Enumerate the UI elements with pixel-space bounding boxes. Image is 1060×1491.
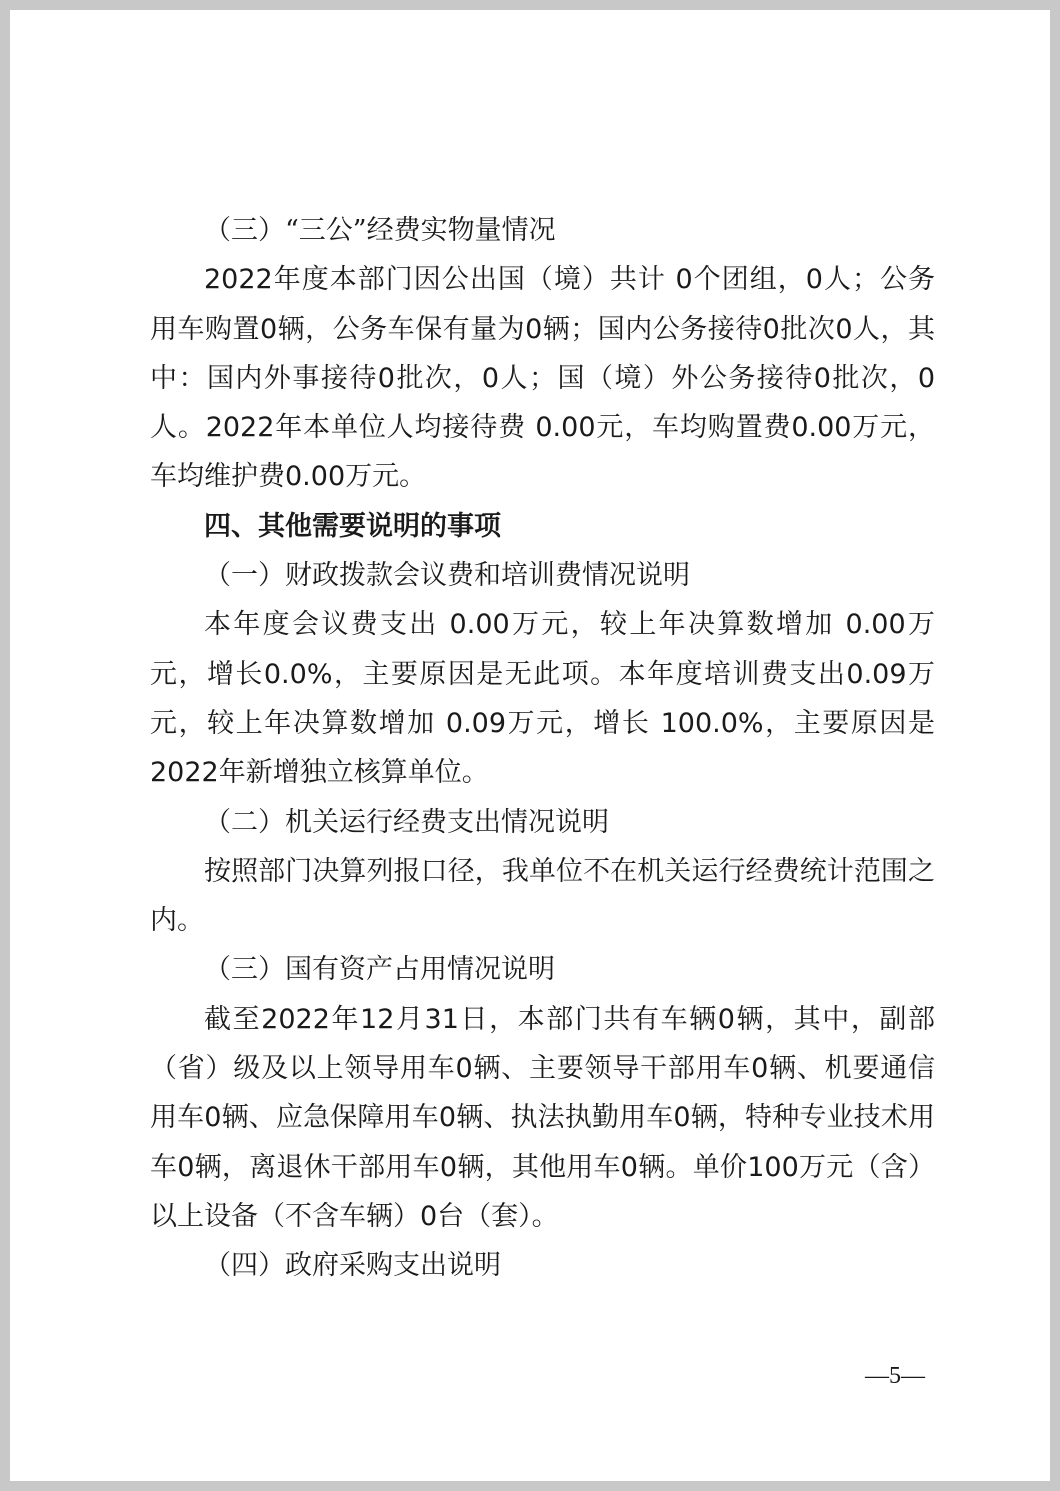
- paragraph-operating-expenses: 按照部门决算列报口径，我单位不在机关运行经费统计范围之内。: [150, 855, 935, 937]
- heading-government-procurement: （四）政府采购支出说明: [204, 1250, 501, 1282]
- paragraph-meeting-training-fees: 本年度会议费支出 0.00万元，较上年决算数增加 0.00万元，增长0.0%，主要原因是无此项。本年度培训费支出0.09万元，较上年决算数增加 0.09万元，增长 100.0%，主要原因是2022年新增独立核算单位。: [150, 609, 935, 789]
- paragraph-state-assets: 截至2022年12月31日，本部门共有车辆0辆，其中，副部（省）级及以上领导用车0辆、主要领导干部用车0辆、机要通信用车0辆、应急保障用车0辆、执法执勤用车0辆，特种专业技术用车0辆，离退休干部用车0辆，其他用车0辆。单价100万元（含）以上设备（不含车辆）0台（套）。: [150, 1003, 935, 1232]
- document-body: [150, 206, 935, 1291]
- page-number: —5—: [865, 1363, 925, 1389]
- heading-three-public-quantity: （三）“三公”经费实物量情况: [204, 215, 556, 246]
- heading-operating-expenses: （二）机关运行经费支出情况说明: [204, 806, 609, 838]
- paragraph-three-public-quantity: 2022年度本部门因公出国（境）共计 0个团组，0人；公务用车购置0辆，公务车保有量为0辆；国内公务接待0批次0人，其中：国内外事接待0批次，0人；国（境）外公务接待0批次，0人。2022年本单位人均接待费 0.00元，车均购置费0.00万元，车均维护费0.00万元。: [150, 264, 935, 493]
- heading-meeting-training-fees: （一）财政拨款会议费和培训费情况说明: [204, 560, 690, 592]
- heading-other-matters: 四、其他需要说明的事项: [204, 510, 501, 542]
- document-page: [10, 10, 1050, 1481]
- heading-state-assets: （三）国有资产占用情况说明: [204, 954, 555, 986]
